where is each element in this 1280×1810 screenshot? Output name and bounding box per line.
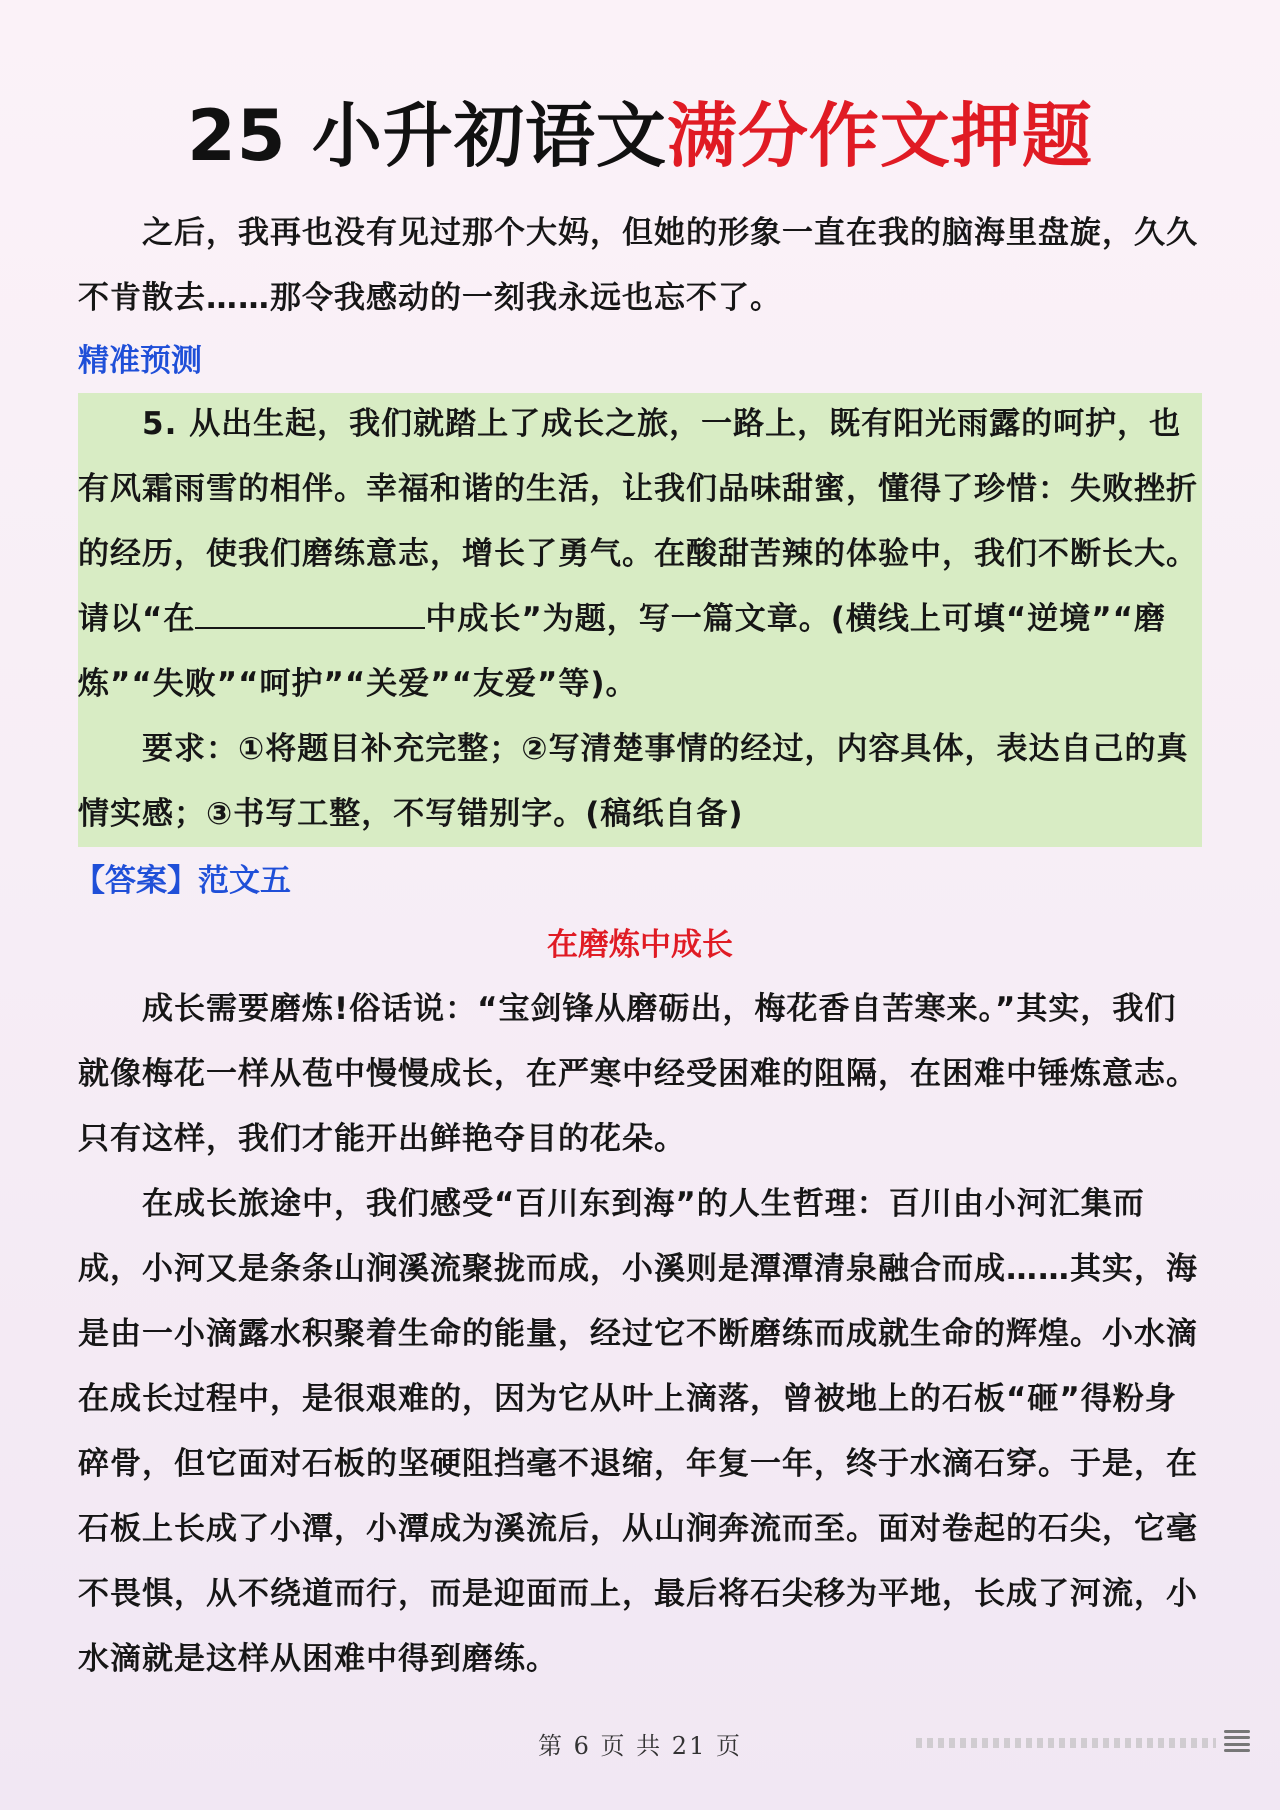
intro-paragraph: 之后，我再也没有见过那个大妈，但她的形象一直在我的脑海里盘旋，久久不肯散去……那令我感动的一刻我永远也忘不了。: [78, 215, 1198, 316]
essay-paragraph-2: 在成长旅途中，我们感受“百川东到海”的人生哲理：百川由小河汇集而成，小河又是条条山涧溪流聚拢而成，小溪则是潭潭清泉融合而成……其实，海是由一小滴露水积聚着生命的能量，经过它不断磨练而成就生命的辉煌。小水滴在成长过程中，是很艰难的，因为它从叶上滴落，曾被地上的石板“砸”得粉身碎骨，但它面对石板的坚硬阻挡毫不退缩，年复一年，终于水滴石穿。于是，在石板上长成了小潭，小潭成为溪流后，从山涧奔流而至。面对卷起的石尖，它毫不畏惧，从不绕道而行，而是迎面而上，最后将石尖移为平地，长成了河流，小水滴就是这样从困难中得到磨练。: [78, 1186, 1198, 1677]
prediction-label: 精准预测: [78, 343, 202, 379]
footer-decoration: [916, 1738, 1216, 1748]
answer-label: 【答案】范文五: [74, 863, 291, 899]
page-footer: 第 6 页 共 21 页: [538, 1732, 742, 1760]
page-title: [0, 88, 1280, 184]
essay-title: 在磨炼中成长: [547, 927, 733, 963]
essay-paragraph-1: 成长需要磨炼!俗话说：“宝剑锋从磨砺出，梅花香自苦寒来。”其实，我们就像梅花一样从苞中慢慢成长，在严寒中经受困难的阻隔，在困难中锤炼意志。只有这样，我们才能开出鲜艳夺目的花朵。: [78, 991, 1198, 1157]
prompt-paragraph: [78, 392, 1202, 717]
fill-in-blank: [195, 597, 425, 629]
prompt-text-after: 中成长”为题，写一篇文章。(横线上可填“逆境”“磨炼”“失败”“呵护”“关爱”“友爱”等)。: [78, 601, 1167, 702]
title-black-part: 25 小升初语文: [187, 95, 667, 177]
requirements-paragraph: 要求：①将题目补充完整；②写清楚事情的经过，内容具体，表达自己的真情实感；③书写工整，不写错别字。(稿纸自备): [78, 731, 1189, 832]
title-red-part: 满分作文押题: [666, 95, 1093, 177]
menu-icon[interactable]: [1224, 1730, 1250, 1752]
prompt-text-before: 5. 从出生起，我们就踏上了成长之旅，一路上，既有阳光雨露的呵护，也有风霜雨雪的相伴。幸福和谐的生活，让我们品味甜蜜，懂得了珍惜：失败挫折的经历，使我们磨练意志，增长了勇气。在酸甜苦辣的体验中，我们不断长大。请以“在: [78, 406, 1198, 637]
